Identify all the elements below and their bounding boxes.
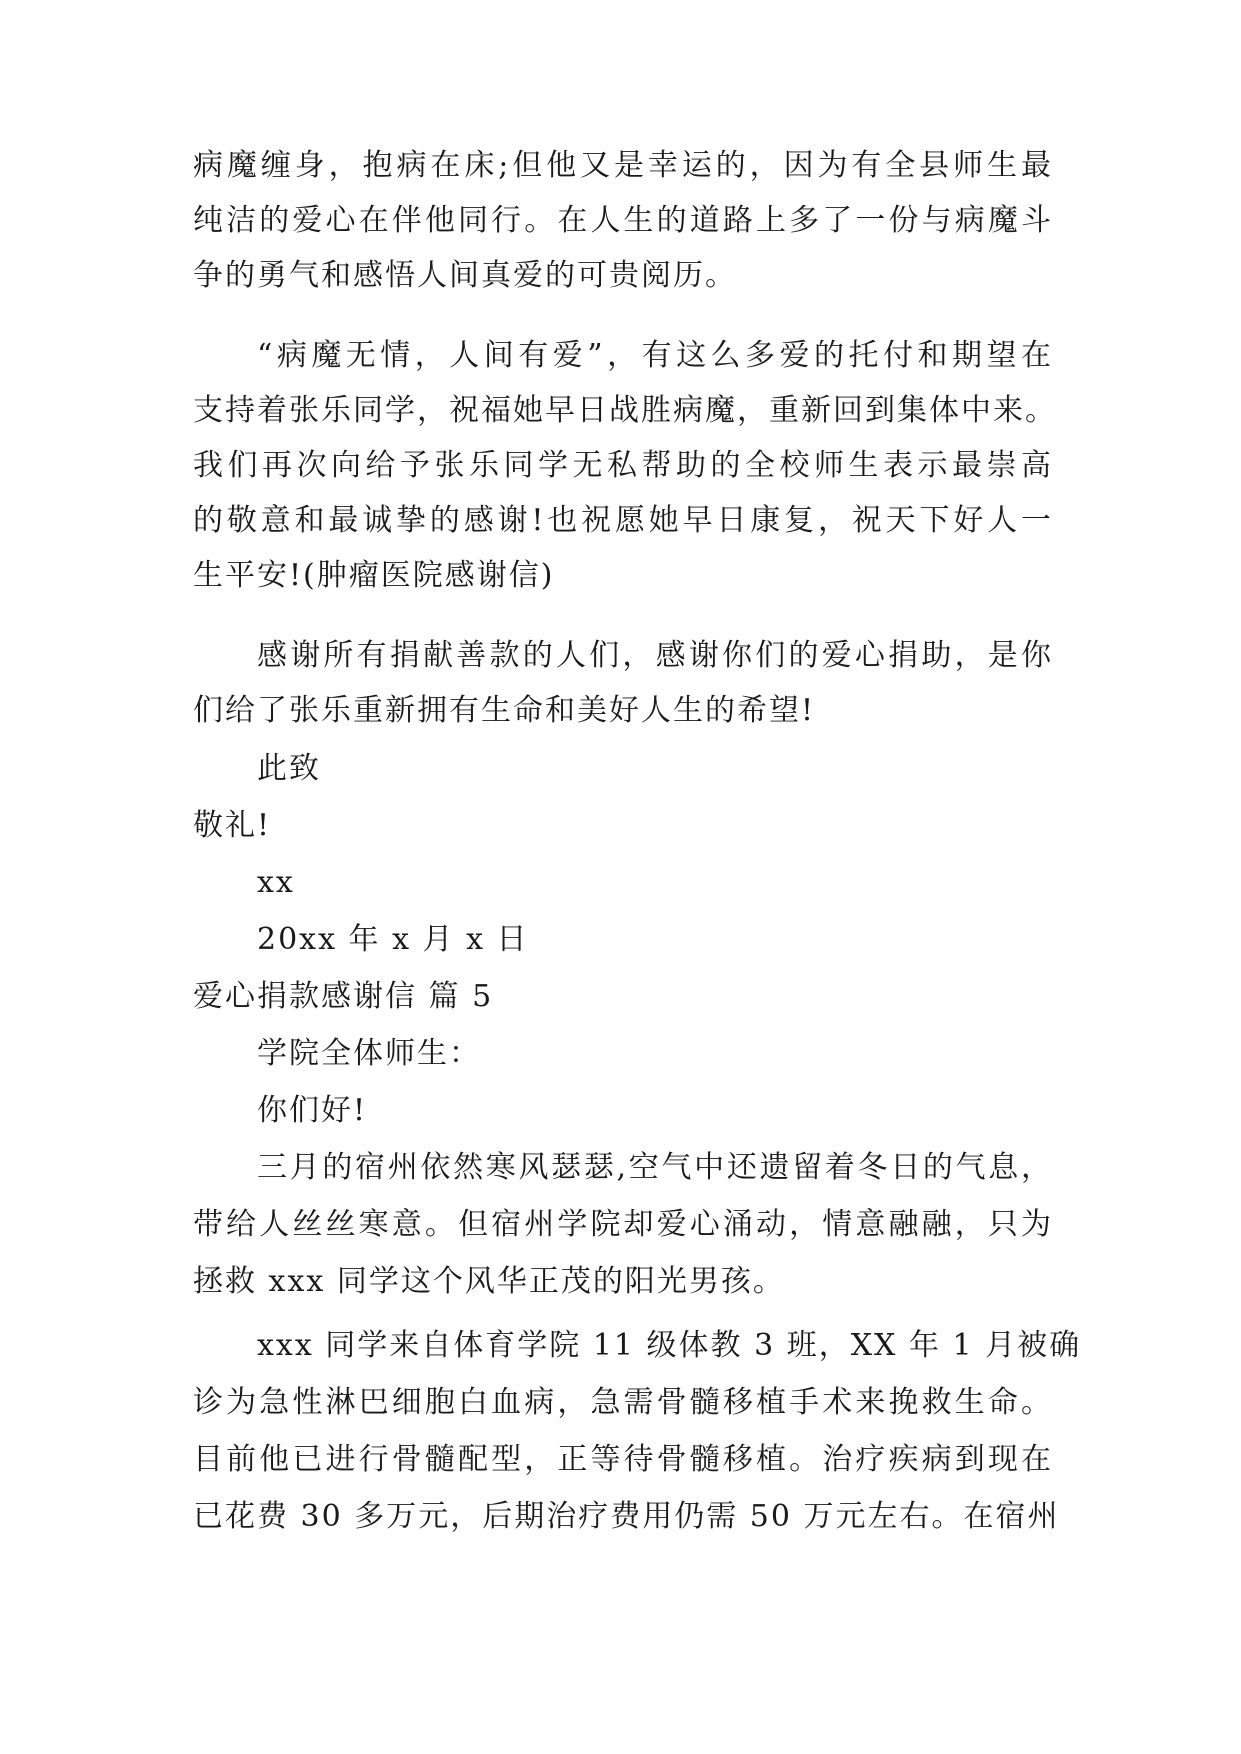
text-line: 支持着张乐同学，祝福她早日战胜病魔，重新回到集体中来。 <box>193 393 1057 428</box>
text-line: 三月的宿州依然寒风瑟瑟,空气中还遗留着冬日的气息， <box>257 1150 1053 1185</box>
text-line: 我们再次向给予张乐同学无私帮助的全校师生表示最崇高 <box>193 448 1053 483</box>
text-line: 纯洁的爱心在伴他同行。在人生的道路上多了一份与病魔斗 <box>193 203 1053 238</box>
closing-regards: 敬礼! <box>193 808 272 843</box>
text-line: 们给了张乐重新拥有生命和美好人生的希望! <box>193 693 816 728</box>
text-line: 已花费 30 多万元，后期治疗费用仍需 50 万元左右。在宿州 <box>193 1499 1060 1534</box>
text-line: 拯救 xxx 同学这个风华正茂的阳光男孩。 <box>193 1264 785 1299</box>
signature: xx <box>257 865 295 900</box>
greeting-recipient: 学院全体师生： <box>257 1036 481 1071</box>
text-line: 的敬意和最诚挚的感谢!也祝愿她早日康复，祝天下好人一 <box>193 503 1053 538</box>
text-line: xxx 同学来自体育学院 11 级体教 3 班，XX 年 1 月被确 <box>257 1328 1082 1363</box>
text-line: 带给人丝丝寒意。但宿州学院却爱心涌动，情意融融，只为 <box>193 1207 1053 1242</box>
date-line: 20xx 年 x 月 x 日 <box>257 922 529 957</box>
text-line: 诊为急性淋巴细胞白血病，急需骨髓移植手术来挽救生命。 <box>193 1385 1053 1420</box>
text-line: 争的勇气和感悟人间真爱的可贵阅历。 <box>193 258 737 293</box>
text-line: “病魔无情，人间有爱”，有这么多爱的托付和期望在 <box>257 338 1053 373</box>
text-line: 生平安!(肿瘤医院感谢信) <box>193 558 555 593</box>
greeting: 你们好! <box>257 1093 368 1128</box>
text-line: 目前他已进行骨髓配型，正等待骨髓移植。治疗疾病到现在 <box>193 1442 1053 1477</box>
text-line: 感谢所有捐献善款的人们，感谢你们的爱心捐助，是你 <box>257 638 1053 673</box>
closing-salutation: 此致 <box>257 751 321 786</box>
text-line: 病魔缠身，抱病在床;但他又是幸运的，因为有全县师生最 <box>193 148 1053 183</box>
section-heading: 爱心捐款感谢信 篇 5 <box>193 979 494 1014</box>
